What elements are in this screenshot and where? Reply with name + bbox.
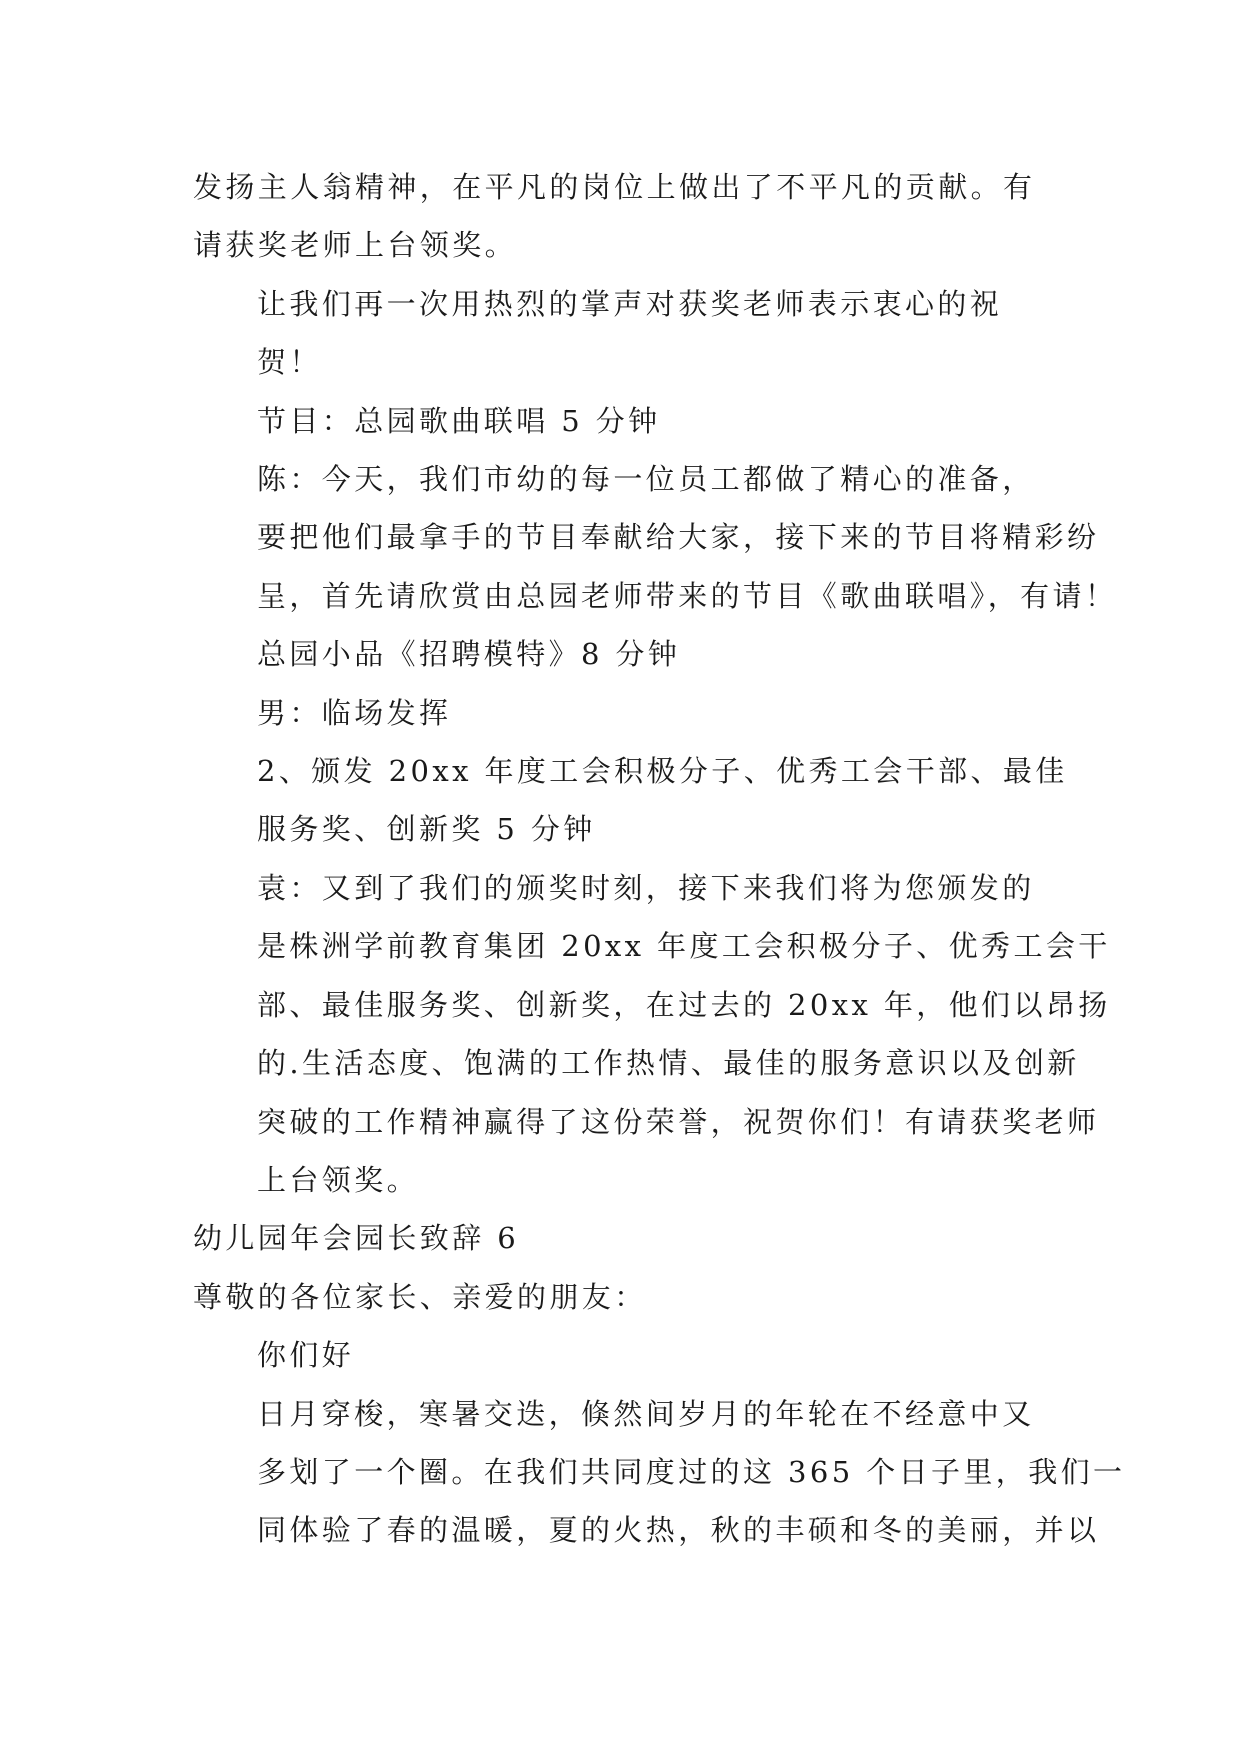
paragraph bbox=[193, 392, 1053, 450]
text-line: 尊敬的各位家长、亲爱的朋友： bbox=[193, 1279, 647, 1314]
text-line: 要把他们最拿手的节目奉献给大家，接下来的节目将精彩纷 bbox=[257, 520, 1100, 555]
paragraph bbox=[193, 450, 1118, 625]
text-line: 发扬主人翁精神，在平凡的岗位上做出了不平凡的贡献。有 bbox=[193, 170, 1036, 204]
paragraph bbox=[193, 1385, 1126, 1560]
text-line: 男：临场发挥 bbox=[257, 695, 452, 730]
text-line: 请获奖老师上台领奖。 bbox=[193, 228, 518, 263]
text-line: 是株洲学前教育集团 20xx 年度工会积极分子、优秀工会干 bbox=[257, 929, 1111, 964]
text-line: 陈：今天，我们市幼的每一位员工都做了精心的准备， bbox=[257, 462, 1035, 497]
text-line: 突破的工作精神赢得了这份荣誉，祝贺你们！有请获奖老师 bbox=[257, 1104, 1100, 1139]
text-line: 同体验了春的温暖，夏的火热，秋的丰硕和冬的美丽，并以 bbox=[257, 1513, 1100, 1548]
text-line: 的.生活态度、饱满的工作热情、最佳的服务意识以及创新 bbox=[257, 1046, 1080, 1081]
paragraph bbox=[193, 684, 1053, 742]
paragraph bbox=[193, 158, 1053, 275]
text-line: 总园小品《招聘模特》8 分钟 bbox=[257, 637, 681, 672]
text-line: 袁：又到了我们的颁奖时刻，接下来我们将为您颁发的 bbox=[257, 870, 1035, 905]
text-line: 节目：总园歌曲联唱 5 分钟 bbox=[257, 403, 661, 438]
text-line: 你们好 bbox=[257, 1338, 355, 1373]
document-body bbox=[193, 158, 1126, 1560]
paragraph bbox=[193, 1268, 1053, 1326]
text-line: 多划了一个圈。在我们共同度过的这 365 个日子里，我们一 bbox=[257, 1454, 1126, 1489]
text-line: 部、最佳服务奖、创新奖，在过去的 20xx 年，他们以昂扬 bbox=[257, 987, 1111, 1022]
text-line: 贺！ bbox=[257, 345, 322, 380]
text-line: 服务奖、创新奖 5 分钟 bbox=[257, 812, 596, 847]
paragraph bbox=[193, 625, 1053, 683]
paragraph bbox=[193, 742, 1068, 859]
paragraph bbox=[193, 1326, 1053, 1384]
text-line: 呈，首先请欣赏由总园老师带来的节目《歌曲联唱》，有请！ bbox=[257, 578, 1118, 613]
text-line: 让我们再一次用热烈的掌声对获奖老师表示衷心的祝 bbox=[257, 286, 1003, 321]
text-line: 上台领奖。 bbox=[257, 1162, 420, 1197]
text-line: 日月穿梭，寒暑交迭，倏然间岁月的年轮在不经意中又 bbox=[257, 1396, 1035, 1431]
text-line: 2、颁发 20xx 年度工会积极分子、优秀工会干部、最佳 bbox=[257, 754, 1068, 789]
paragraph bbox=[193, 275, 1053, 392]
paragraph bbox=[193, 1209, 1053, 1267]
text-line: 幼儿园年会园长致辞 6 bbox=[193, 1221, 520, 1256]
paragraph bbox=[193, 859, 1111, 1209]
